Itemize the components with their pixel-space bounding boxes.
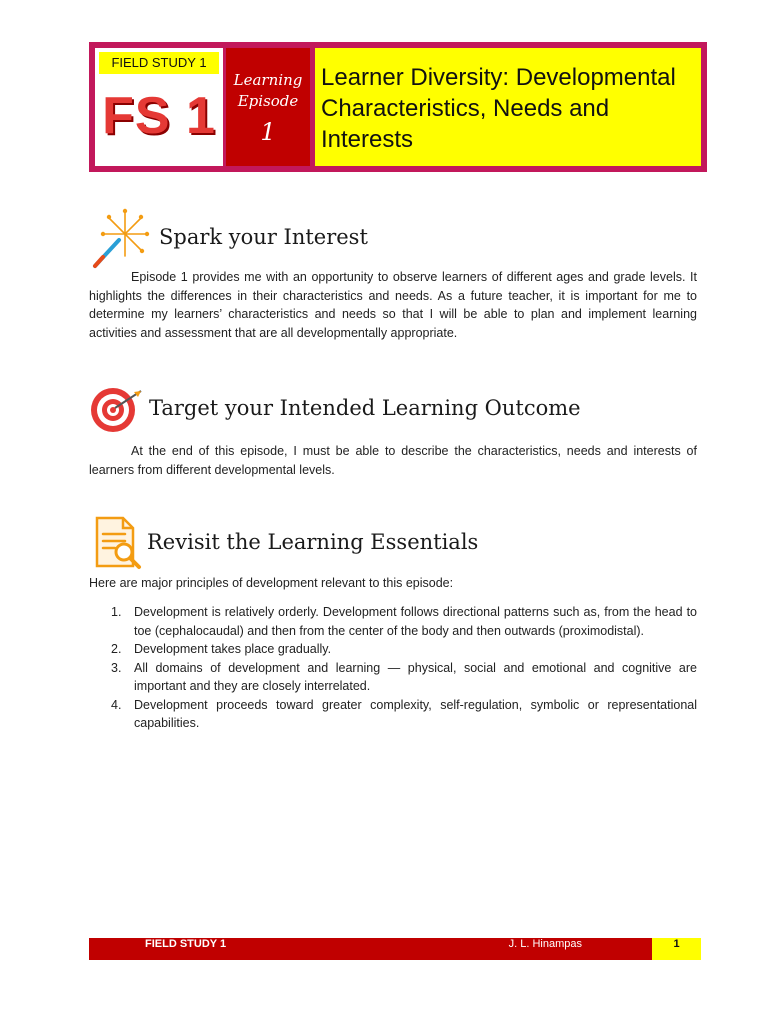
list-item bbox=[89, 659, 697, 696]
episode-title-box bbox=[315, 48, 701, 166]
list-item-number: 4. bbox=[111, 697, 122, 712]
target-icon bbox=[89, 383, 145, 435]
target-heading: Target your Intended Learning Outcome bbox=[149, 396, 581, 420]
spark-body: Episode 1 provides me with an opportunity to observe learners of different ages and grade levels. It highlights the differences in their characteristics and needs. As a future teacher, it is important for me to determine my learners’ characteristics and needs so that I will be able to plan and implement learning activities and assessment that are all developmentally appropriate. bbox=[89, 270, 697, 340]
footer-course-label: FIELD STUDY 1 bbox=[145, 938, 227, 950]
list-item-text: Development proceeds toward greater complexity, self-regulation, symbolic or representational capabilities. bbox=[134, 697, 697, 730]
revisit-heading: Revisit the Learning Essentials bbox=[147, 530, 479, 554]
footer-author: J. L. Hinampas bbox=[508, 938, 582, 950]
episode-box bbox=[226, 48, 310, 166]
document-search-icon bbox=[93, 516, 145, 570]
revisit-section-heading bbox=[93, 516, 478, 570]
header-banner bbox=[89, 42, 707, 172]
fs-logo: FS 1 bbox=[102, 87, 216, 145]
episode-title: Learner Diversity: Developmental Characteristics, Needs and Interests bbox=[321, 64, 676, 153]
fs-logo-box bbox=[95, 48, 223, 166]
list-item-text: Development is relatively orderly. Development follows directional patterns such as, from the head to toe (cephalocaudal) and then from the center of the body and then outwards (proximodistal). bbox=[134, 605, 697, 638]
list-item bbox=[89, 603, 697, 640]
target-body: At the end of this episode, I must be able to describe the characteristics, needs and interests of learners from different developmental levels. bbox=[89, 444, 697, 477]
revisit-intro: Here are major principles of development relevant to this episode: bbox=[89, 576, 454, 590]
page-number: 1 bbox=[652, 938, 701, 960]
list-item-number: 3. bbox=[111, 660, 122, 675]
list-item-number: 1. bbox=[111, 605, 122, 619]
list-item-number: 2. bbox=[111, 642, 122, 656]
page-footer bbox=[89, 938, 701, 960]
target-section-heading bbox=[89, 383, 581, 435]
principles-list bbox=[89, 603, 697, 733]
spark-heading: Spark your Interest bbox=[159, 225, 368, 249]
footer-bar bbox=[89, 938, 652, 960]
target-paragraph bbox=[89, 442, 697, 479]
spark-paragraph bbox=[89, 268, 697, 342]
list-item bbox=[89, 640, 697, 659]
list-item-text: Development takes place gradually. bbox=[134, 642, 332, 656]
learning-label: Learning bbox=[233, 71, 303, 89]
list-item bbox=[89, 696, 697, 733]
list-item-text: All domains of development and learning — physical, social and emotional and cognitive are important and they are closely interrelated. bbox=[134, 660, 697, 693]
sparkler-icon bbox=[89, 206, 151, 270]
spark-section-heading bbox=[89, 206, 368, 270]
episode-number: 1 bbox=[260, 118, 276, 146]
field-study-tag: FIELD STUDY 1 bbox=[99, 52, 219, 74]
episode-label: Episode bbox=[237, 92, 299, 110]
